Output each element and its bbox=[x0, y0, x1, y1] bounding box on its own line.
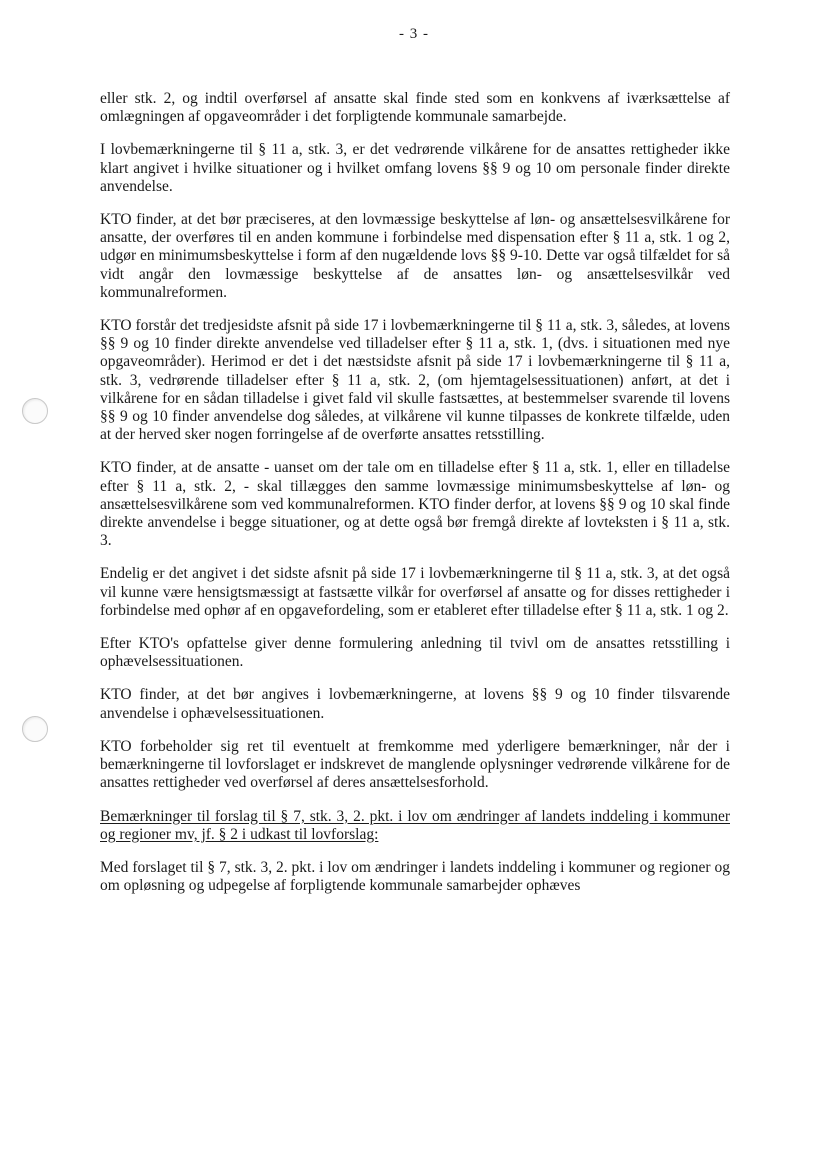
paragraph: eller stk. 2, og indtil overførsel af ansatte skal finde sted som en konkvens af iværksættelse af omlægningen af opgaveområder i det forpligtende kommunale samarbejde. bbox=[100, 90, 730, 126]
paragraph: I lovbemærkningerne til § 11 a, stk. 3, er det vedrørende vilkårene for de ansattes rettigheder ikke klart angivet i hvilke situationer og i hvilket omfang lovens §§ 9 og 10 om personale finder direkte anvendelse. bbox=[100, 141, 730, 195]
document-body bbox=[100, 90, 730, 895]
paragraph: KTO finder, at det bør angives i lovbemærkningerne, at lovens §§ 9 og 10 finder tilsvarende anvendelse i ophævelsessituationen. bbox=[100, 686, 730, 722]
punch-hole-icon bbox=[22, 716, 48, 742]
paragraph: KTO finder, at de ansatte - uanset om der tale om en tilladelse efter § 11 a, stk. 1, eller en tilladelse efter § 11 a, stk. 2, - skal tillægges den samme lovmæssige minimumsbeskyttelse af løn- og ansættelsesvilkårene som ved kommunalreformen. KTO finder derfor, at lovens §§ 9 og 10 skal finde direkte anvendelse i begge situationer, og at dette også bør fremgå direkte af lovteksten i § 11 a, stk. 3. bbox=[100, 459, 730, 550]
paragraph: KTO forbeholder sig ret til eventuelt at fremkomme med yderligere bemærkninger, når der i bemærkningerne til lovforslaget er indskrevet de manglende oplysninger vedrørende vilkårene for de ansattes rettigheder ved overførsel af deres ansættelsesforhold. bbox=[100, 737, 730, 792]
paragraph: Efter KTO's opfattelse giver denne formulering anledning til tvivl om de ansattes retsstilling i ophævelsessituationen. bbox=[100, 635, 730, 671]
section-heading: Bemærkninger til forslag til § 7, stk. 3, 2. pkt. i lov om ændringer af landets inddeling i kommuner og regioner mv, jf. § 2 i udkast til lovforslag: bbox=[100, 807, 730, 843]
paragraph: KTO finder, at det bør præciseres, at den lovmæssige beskyttelse af løn- og ansættelsesvilkårene for ansatte, der overføres til en anden kommune i forbindelse med dispensation efter § 11 a, stk. 1 og 2, udgør en minimumsbeskyttelse i form af den nugældende lovs §§ 9-10. Dette var også tilfældet for så vidt angår den lovmæssige beskyttelse af de ansattes løn- og ansættelsesvilkår ved kommunalreformen. bbox=[100, 211, 730, 301]
page-number: - 3 - bbox=[399, 26, 429, 42]
punch-hole-icon bbox=[22, 398, 48, 424]
closing-paragraph: Med forslaget til § 7, stk. 3, 2. pkt. i lov om ændringer i landets inddeling i kommuner og regioner og om opløsning og udpegelse af forpligtende kommunale samarbejder ophæves bbox=[100, 858, 730, 895]
paragraph: Endelig er det angivet i det sidste afsnit på side 17 i lovbemærkningerne til § 11 a, stk. 3, at det også vil kunne være hensigtsmæssigt at fastsætte vilkår for overførsel af ansatte og for disses rettigheder i forbindelse med ophør af en opgavefordeling, som er etableret efter tilladelse efter § 11 a, stk. 1 og 2. bbox=[100, 565, 730, 619]
paragraph: KTO forstår det tredjesidste afsnit på side 17 i lovbemærkningerne til § 11 a, stk. 3, således, at lovens §§ 9 og 10 finder direkte anvendelse ved tilladelser efter § 11 a, stk. 1, (dvs. i situationen med nye opgaveområder). Herimod er det i det næstsidste afsnit på side 17 i lovbemærkningerne til § 11 a, stk. 3, vedrørende tilladelser efter § 11 a, stk. 2, (om hjemtagelsessituationen) anført, at det i vilkårene for en sådan tilladelse i givet fald vil skulle fastsættes, at bestemmelser svarende til lovens §§ 9 og 10 finder anvendelse dog således, at vilkårene vil kunne tilpasses de konkrete tilfælde, uden at der herved sker nogen forringelse af de overførte ansattes retsstilling. bbox=[100, 317, 730, 444]
